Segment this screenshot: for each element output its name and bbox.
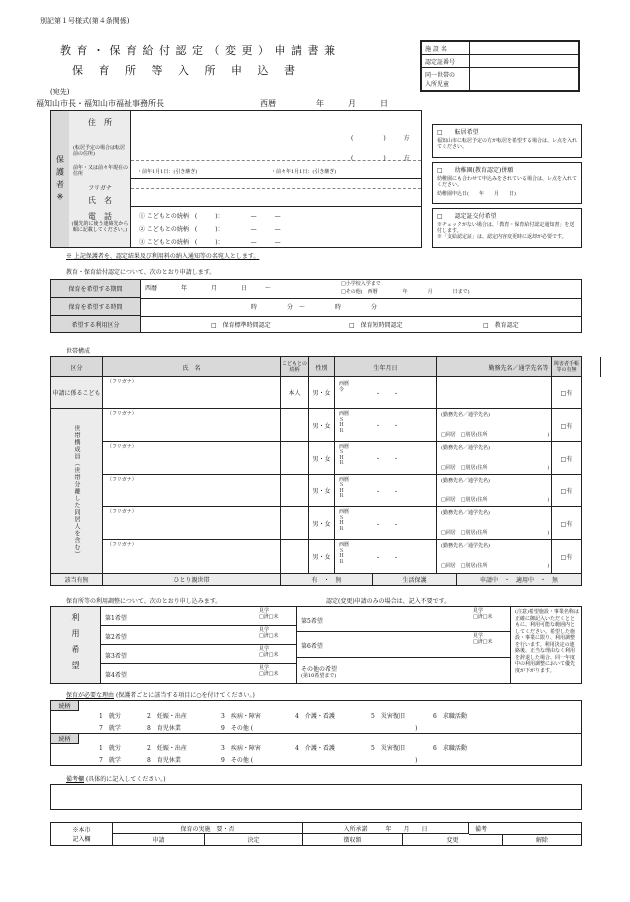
guardian-section: [50, 110, 422, 248]
phone-row-2[interactable]: ② こどもとの続柄 ( )： — —: [139, 226, 281, 233]
member-birthdate[interactable]: [335, 409, 437, 442]
time-value[interactable]: 時 分 ～ 時 分: [251, 304, 378, 311]
visit-check[interactable]: 見学 □済□未: [473, 633, 493, 646]
facility-side: [51, 607, 101, 683]
office-box-cert-number: 認定証番号: [422, 55, 470, 68]
wish-left-column: [101, 607, 297, 683]
wish-label: 第2希望: [105, 633, 127, 641]
office-change: 変更: [403, 834, 503, 845]
certificate-title[interactable]: □ 認定証交付希望: [437, 213, 497, 220]
member-label: 世帯構成員（世帯分離した同居人を含む）: [73, 424, 80, 558]
period-option-other[interactable]: □その他( 西暦 年 月 日まで): [341, 289, 470, 295]
member-sex[interactable]: 男・女: [309, 475, 335, 508]
household-title: 世帯構成: [66, 348, 91, 355]
office-fee: 徴収額: [303, 834, 403, 845]
member-workplace-label: (勤務先名／通学先名): [441, 543, 490, 550]
guardian-footnote: ※ 上記保護者を、認定結果及び利用料の納入通知等の名宛人とします。: [66, 253, 260, 260]
member-name-field[interactable]: [103, 475, 281, 508]
jan-note-2: ・前々年1月1日：(引き継ぎ): [271, 169, 337, 175]
member-workplace[interactable]: [437, 442, 551, 475]
reason-option-disaster[interactable]: 5 災害復旧: [371, 745, 405, 752]
reason-option-work[interactable]: 1 就労: [99, 713, 121, 720]
member-disability[interactable]: □有: [551, 442, 581, 475]
other-wish-label: その他の希望: [301, 665, 338, 673]
member-era: 西暦 Ｓ Ｈ Ｒ: [339, 509, 350, 532]
child-birthdate[interactable]: [335, 377, 437, 409]
wish-label: 第5希望: [301, 617, 323, 625]
member-birthdate[interactable]: [335, 540, 437, 573]
period-label: 保育を希望する期間: [51, 280, 141, 298]
wish-label: 第6希望: [301, 642, 323, 650]
member-date-dots: ・ ・: [375, 554, 400, 562]
furigana-field[interactable]: [131, 179, 421, 189]
wish-row[interactable]: [297, 658, 511, 683]
member-birthdate[interactable]: [335, 507, 437, 540]
office-use-table: [50, 822, 582, 846]
reason-option-work[interactable]: 1 就労: [99, 745, 121, 752]
child-relation: 本人: [281, 377, 309, 409]
member-disability[interactable]: □有: [551, 409, 581, 442]
reason-option-illness[interactable]: 3 疾病・障害: [221, 713, 261, 720]
member-workplace[interactable]: [437, 475, 551, 508]
office-remarks: 備考: [475, 826, 488, 833]
period-option-school[interactable]: □小学校入学まで: [341, 281, 381, 287]
prev-address-note: 前年・又は前々年現在の住所: [73, 165, 129, 177]
reasons-relation-1: 続柄: [51, 701, 79, 711]
member-rows: [103, 409, 581, 573]
reason-option-other[interactable]: 9 その他 ( ): [221, 757, 418, 764]
member-workplace-label: (勤務先名／通学先名): [441, 477, 490, 484]
kindergarten-note: 幼稚園にも合わせて申込みをされている場合は、レ点を入れてください。: [437, 176, 578, 188]
office-box-facility: 施 設 名: [422, 42, 470, 55]
member-row: [103, 540, 581, 573]
phone-note: (優先的に使う連絡先から順に記載してください。): [71, 221, 129, 233]
header-sex: 性別: [309, 357, 335, 377]
household-table: [50, 356, 582, 586]
child-date-dots: ・ ・: [375, 391, 400, 398]
move-wish-box[interactable]: [432, 124, 582, 158]
reason-option-childcare-leave[interactable]: 8 育児休業: [147, 725, 181, 732]
guardian-label: 保 護 者 ※: [51, 111, 69, 247]
member-workplace-label: (勤務先名／通学先名): [441, 510, 490, 517]
certificate-note-2: ※「支給認定証」は、認定内容変更時に返却が必要です。: [437, 234, 567, 240]
member-workplace-label: (勤務先名／通学先名): [441, 412, 490, 418]
member-sex[interactable]: 男・女: [309, 442, 335, 475]
header-birthdate: 生年月日: [335, 357, 437, 377]
reasons-row-1a: [99, 711, 569, 720]
addressee: 福知山市長・福知山市福祉事務所長: [36, 99, 164, 108]
child-label: 申請に係るこども: [51, 377, 103, 409]
application-table: [50, 279, 582, 333]
reason-option-school[interactable]: 7 就学: [99, 725, 121, 732]
office-box-sibling-value[interactable]: [470, 68, 579, 91]
member-era: 西暦 Ｓ Ｈ Ｒ: [339, 476, 350, 500]
member-relation-field[interactable]: [281, 540, 309, 573]
other-wish-note: (第10希望まで): [301, 672, 337, 679]
reason-option-other[interactable]: 9 その他 ( ): [221, 725, 418, 732]
office-release: 解除: [535, 837, 548, 844]
phone-label: 電 話: [88, 212, 112, 221]
facility-intro: 保育所等の利用調整について、次のとおり申し込みます。: [66, 598, 222, 605]
wish-label: 第3希望: [105, 652, 127, 660]
address-phone-paren: ( ) 方: [351, 135, 410, 142]
member-era: 西暦 Ｓ Ｈ Ｒ: [339, 542, 350, 565]
member-furigana: （フリガナ）: [107, 411, 137, 417]
wish-right-column: [297, 607, 511, 683]
visit-check[interactable]: 見学 □済□未: [473, 608, 493, 620]
member-workplace-label: (勤務先名／通学先名): [441, 444, 490, 451]
member-row: [103, 507, 581, 540]
footer-applicable: 該当有無: [51, 573, 103, 585]
member-date-dots: ・ ・: [375, 521, 400, 529]
office-box-facility-value[interactable]: [470, 42, 579, 55]
form-number: 別記第１号様式(第４条関係): [40, 17, 130, 25]
reason-option-school[interactable]: 7 就学: [99, 757, 121, 764]
reasons-title-wrap: [66, 690, 255, 699]
wish-row[interactable]: [101, 626, 297, 645]
time-label: 保育を希望する時間: [51, 298, 141, 316]
reason-option-care[interactable]: 4 介護・看護: [295, 745, 335, 752]
kindergarten-box[interactable]: [432, 162, 582, 204]
member-disability[interactable]: □有: [551, 475, 581, 508]
wish-label: 第1希望: [105, 614, 127, 622]
office-use-label-1: ※本市: [72, 827, 91, 834]
member-relation-field[interactable]: [281, 442, 309, 475]
member-row: [103, 442, 581, 475]
furigana-label: フリガナ: [88, 185, 112, 192]
member-relation-field[interactable]: [281, 409, 309, 442]
kindergarten-title[interactable]: □ 幼稚園(教育認定)併願: [437, 167, 514, 174]
member-birthdate[interactable]: [335, 475, 437, 508]
header-disability: 障害者手帳等の有無: [551, 357, 581, 377]
member-workplace[interactable]: [437, 540, 551, 573]
visit-check[interactable]: 見学 □済□未: [259, 665, 279, 677]
member-disability[interactable]: □有: [551, 540, 581, 573]
member-together[interactable]: □同居 □別居(住所 ): [441, 530, 550, 537]
application-intro: 教育・保育給付認定について、次のとおり申請します。: [66, 269, 216, 276]
member-together[interactable]: □同居 □別居(住所 ): [441, 464, 550, 471]
child-workplace[interactable]: [437, 377, 551, 409]
facility-change-note: 認定(変更)申請のみの場合は、記入不要です。: [326, 598, 451, 605]
member-furigana: （フリガナ）: [107, 509, 137, 516]
divider: [141, 316, 581, 317]
member-together[interactable]: □同居 □別居(住所 ): [441, 431, 550, 438]
reasons-title: 保育が必要な理由: [66, 692, 115, 699]
header-relation: こどもとの続柄: [281, 357, 309, 377]
child-furigana: （フリガナ）: [107, 379, 137, 385]
facility-notice: (注意)希望施設・事業名称は正確に御記入いただくとともに、利用可能な範囲内としてください。希望した施設・事業に限り、利用調整を行います。利用決定の連絡後、正当な理由なく利用を辞退した場合、同一年度中の利用調整において優先度が下がります。: [515, 609, 579, 674]
footer-single-parent-value[interactable]: 有 ・ 無: [281, 573, 373, 585]
move-wish-note: 福知山市に転居予定の方が転居を希望する場合は、レ点を入れてください。: [437, 138, 578, 150]
wish-row[interactable]: [297, 607, 511, 632]
remarks-title-wrap: [66, 774, 166, 783]
office-use-label-2: 記入欄: [72, 836, 91, 843]
reason-option-job-search[interactable]: 6 求職活動: [433, 745, 467, 752]
reason-option-childcare-leave[interactable]: 8 育児休業: [147, 757, 181, 764]
office-decide: 決定: [205, 834, 303, 845]
member-sex[interactable]: 男・女: [309, 507, 335, 540]
application-date[interactable]: 西暦 年 月 日: [260, 99, 388, 108]
use-option-standard[interactable]: □ 保育標準時間認定: [211, 322, 271, 329]
member-era: 西暦 Ｓ Ｈ Ｒ: [339, 411, 350, 434]
member-workplace[interactable]: [437, 409, 551, 442]
member-birthdate[interactable]: [335, 442, 437, 475]
member-workplace[interactable]: [437, 507, 551, 540]
header-name: 氏 名: [103, 357, 281, 377]
office-admission: 入所承諾 年 月 日: [303, 823, 469, 834]
reasons-note: (保護者ごとに該当する項目に○を付けてください。): [115, 692, 255, 699]
use-option-short[interactable]: □ 保育短時間認定: [349, 322, 403, 329]
member-date-dots: ・ ・: [375, 423, 400, 431]
kindergarten-date[interactable]: 幼稚園申込日( 年 月 日): [437, 191, 516, 197]
wish-row[interactable]: [101, 645, 297, 664]
phone-row-3[interactable]: ③ こどもとの続柄 ( )： — —: [139, 239, 281, 246]
reason-option-pregnancy[interactable]: 2 妊娠・出産: [147, 745, 187, 752]
member-furigana: （フリガナ）: [107, 542, 137, 549]
move-wish-title[interactable]: □ 転居希望: [437, 129, 479, 136]
member-name-field[interactable]: [103, 409, 281, 442]
wish-row[interactable]: [101, 607, 297, 626]
visit-check[interactable]: 見学 □済□未: [259, 646, 279, 658]
certificate-box[interactable]: [432, 208, 582, 248]
reason-option-pregnancy[interactable]: 2 妊娠・出産: [147, 713, 187, 720]
child-disability[interactable]: □有: [551, 377, 581, 409]
office-apply: 申請: [113, 834, 205, 845]
reason-option-care[interactable]: 4 介護・看護: [295, 713, 335, 720]
child-sex[interactable]: 男・女: [309, 377, 335, 409]
name-label: 氏 名: [88, 196, 112, 205]
office-box-sibling: 同一世帯の 入所児童: [422, 68, 470, 91]
name-field[interactable]: [131, 189, 421, 207]
reasons-row-1b: [99, 723, 569, 732]
address-phone-paren-2: ( ) 方: [351, 155, 410, 162]
footer-single-parent: ひとり親世帯: [103, 573, 281, 585]
divider: [51, 733, 581, 734]
office-use-label: [51, 823, 113, 845]
remarks-title: 備考欄: [66, 776, 85, 783]
reasons-relation-2: 続柄: [51, 734, 79, 744]
reasons-row-2a: [99, 743, 569, 752]
visit-check[interactable]: 見学 □済□未: [259, 627, 279, 639]
member-furigana: （フリガナ）: [107, 443, 137, 450]
member-relation-field[interactable]: [281, 507, 309, 540]
member-name-field[interactable]: [103, 507, 281, 540]
member-together[interactable]: □同居 □別居(住所 ): [441, 497, 550, 504]
reason-option-illness[interactable]: 3 疾病・障害: [221, 745, 261, 752]
member-row: [103, 475, 581, 508]
child-era: 西暦 令: [339, 381, 350, 393]
member-name-field[interactable]: [103, 540, 281, 573]
divider: [141, 298, 581, 299]
member-date-dots: ・ ・: [375, 456, 400, 464]
certificate-note-1: ※チェックがない場合は、「教育・保育給付認定通知書」を送付します。: [437, 222, 575, 234]
use-option-education[interactable]: □ 教育認定: [483, 322, 519, 329]
office-box: [420, 40, 580, 92]
wish-row[interactable]: [297, 632, 511, 657]
member-era: 西暦 Ｓ Ｈ Ｒ: [339, 443, 350, 467]
remarks-note: (具体的に記入してください。): [85, 776, 166, 783]
wish-row[interactable]: [101, 664, 297, 683]
visit-check[interactable]: 見学 □済□未: [259, 608, 279, 620]
footer-welfare: 生活保護: [373, 573, 457, 585]
phone-row-1[interactable]: ① こどもとの続柄 ( )： — —: [139, 213, 281, 220]
footer-welfare-value[interactable]: 申請中 ・ 適用中 ・ 無: [479, 576, 558, 584]
member-date-dots: ・ ・: [375, 488, 400, 496]
header-category: 区分: [51, 357, 103, 377]
member-furigana: （フリガナ）: [107, 476, 137, 483]
facility-table: [50, 606, 582, 684]
office-implementation: 保育の実施 要・否: [113, 823, 303, 834]
reasons-row-2b: [99, 755, 569, 764]
member-name-field[interactable]: [103, 442, 281, 475]
remarks-field[interactable]: [50, 784, 582, 810]
member-disability[interactable]: □有: [551, 507, 581, 540]
facility-side-label: 利用希望: [71, 613, 80, 677]
member-row: [103, 409, 581, 442]
period-value[interactable]: 西暦 年 月 日 ～: [145, 285, 272, 292]
member-relation-field[interactable]: [281, 475, 309, 508]
reason-option-disaster[interactable]: 5 災害復旧: [371, 713, 405, 720]
header-workplace: 勤務先名／通学先名等: [437, 357, 601, 377]
addressee-prefix: (宛先): [50, 88, 70, 96]
wish-label: 第4希望: [105, 671, 127, 679]
office-box-cert-value[interactable]: [470, 55, 579, 68]
form-title-line2: 保 育 所 等 入 所 申 込 書: [72, 64, 301, 77]
member-label-cell: [51, 409, 103, 573]
reason-option-job-search[interactable]: 6 求職活動: [433, 713, 467, 720]
member-sex[interactable]: 男・女: [309, 409, 335, 442]
member-together[interactable]: □同居 □別居(住所 ): [441, 562, 550, 569]
use-label: 希望する利用区分: [51, 316, 141, 332]
address-note: (転居予定の場合は転居前の住所): [73, 145, 125, 157]
member-sex[interactable]: 男・女: [309, 540, 335, 573]
reasons-table: [50, 700, 582, 766]
address-label: 住 所: [88, 118, 112, 127]
jan-note-1: ・前年1月1日：(引き継ぎ): [137, 169, 198, 175]
child-name-field[interactable]: [103, 377, 281, 409]
form-title-line1: 教 育 ・ 保 育 給 付 認 定 （ 変 更 ） 申 請 書 兼: [60, 44, 336, 57]
